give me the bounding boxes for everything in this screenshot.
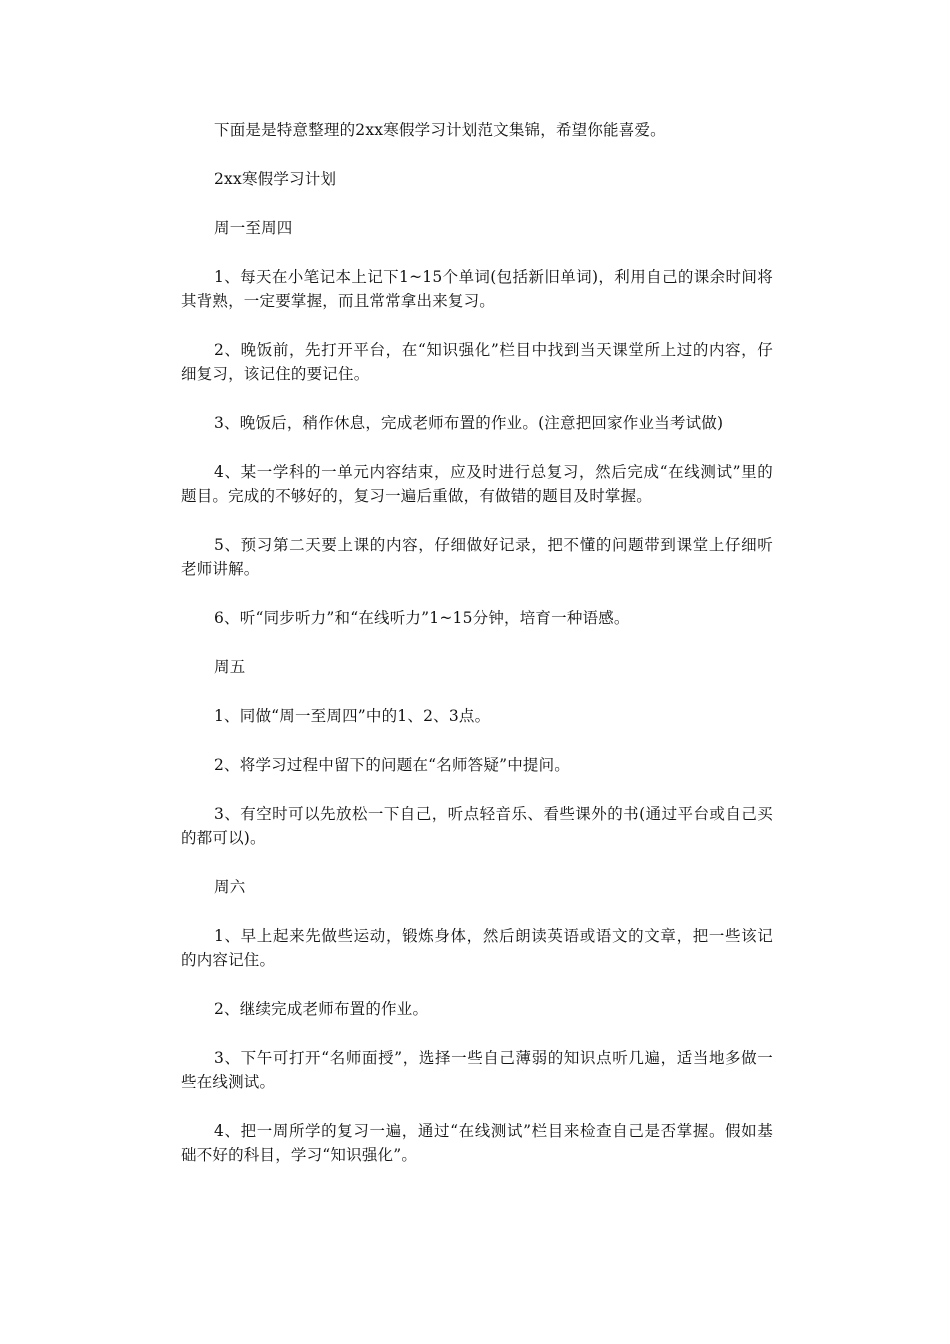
list-item: 1、同做“周一至周四”中的1、2、3点。 <box>214 707 491 725</box>
section-heading-friday: 周五 <box>214 658 246 676</box>
list-item: 3、晚饭后，稍作休息，完成老师布置的作业。(注意把回家作业当考试做) <box>214 414 724 432</box>
list-item: 4、某一学科的一单元内容结束，应及时进行总复习，然后完成“在线测试”里的题目。完成的不够好的，复习一遍后重做，有做错的题目及时掌握。 <box>181 463 773 505</box>
document-title: 2xx寒假学习计划 <box>214 170 337 188</box>
list-item: 5、预习第二天要上课的内容，仔细做好记录，把不懂的问题带到课堂上仔细听老师讲解。 <box>181 536 773 578</box>
document-body <box>181 118 773 1192</box>
section-heading-mon-thu: 周一至周四 <box>214 219 293 237</box>
list-item: 6、听“同步听力”和“在线听力”1~15分钟，培育一种语感。 <box>214 609 630 627</box>
list-item: 1、每天在小笔记本上记下1~15个单词(包括新旧单词)，利用自己的课余时间将其背熟，一定要掌握，而且常常拿出来复习。 <box>181 268 773 310</box>
intro-paragraph: 下面是是特意整理的2xx寒假学习计划范文集锦，希望你能喜爱。 <box>214 121 666 139</box>
list-item: 2、将学习过程中留下的问题在“名师答疑”中提问。 <box>214 756 571 774</box>
list-item: 4、把一周所学的复习一遍，通过“在线测试”栏目来检查自己是否掌握。假如基础不好的科目，学习“知识强化”。 <box>181 1122 773 1164</box>
section-heading-saturday: 周六 <box>214 878 246 896</box>
list-item: 3、有空时可以先放松一下自己，听点轻音乐、看些课外的书(通过平台或自己买的都可以)。 <box>181 805 773 847</box>
list-item: 2、继续完成老师布置的作业。 <box>214 1000 429 1018</box>
list-item: 1、早上起来先做些运动，锻炼身体，然后朗读英语或语文的文章，把一些该记的内容记住。 <box>181 927 773 969</box>
list-item: 3、下午可打开“名师面授”，选择一些自己薄弱的知识点听几遍，适当地多做一些在线测试。 <box>181 1049 773 1091</box>
list-item: 2、晚饭前，先打开平台，在“知识强化”栏目中找到当天课堂所上过的内容，仔细复习，该记住的要记住。 <box>181 341 773 383</box>
